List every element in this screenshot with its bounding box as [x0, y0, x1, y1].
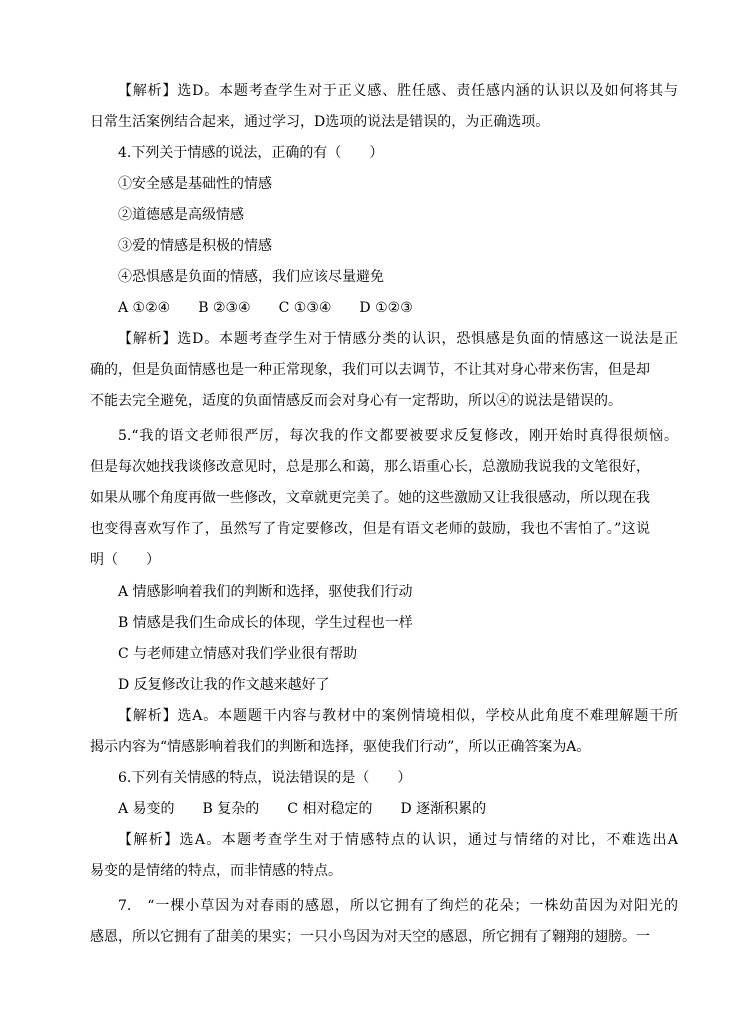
analysis-q4-line-1: 【解析】选D。本题考查学生对于情感分类的认识，恐惧感是负面的情感这一说法是正	[118, 331, 678, 347]
question-5-option-c: C 与老师建立情感对我们学业很有帮助	[118, 646, 358, 662]
question-7-line-1: 7. “一棵小草因为对春雨的感恩，所以它拥有了绚烂的花朵；一株幼苗因为对阳光的	[118, 898, 678, 914]
question-4-statement-3: ③爱的情感是积极的情感	[118, 238, 272, 254]
question-4-statement-2: ②道德感是高级情感	[118, 207, 244, 223]
question-5-line-4: 也变得喜欢写作了，虽然写了肯定要修改，但是有语文老师的鼓励，我也不害怕了。”这说	[90, 521, 650, 537]
analysis-q3-line-2: 日常生活案例结合起来，通过学习，D选项的说法是错误的，为正确选项。	[90, 114, 550, 130]
analysis-q5-line-2: 揭示内容为“情感影响着我们的判断和选择，驱使我们行动”，所以正确答案为A。	[90, 739, 591, 755]
question-5-line-2: 但是每次她找我谈修改意见时，总是那么和蔼，那么语重心长，总激励我说我的文笔很好，	[90, 459, 650, 475]
question-4-statement-1: ①安全感是基础性的情感	[118, 176, 272, 192]
question-6-options: A 易变的 B 复杂的 C 相对稳定的 D 逐渐积累的	[118, 801, 487, 817]
analysis-q6-line-1: 【解析】选A。本题考查学生对于情感特点的认识，通过与情绪的对比，不难选出A	[118, 832, 678, 848]
question-5-option-b: B 情感是我们生命成长的体现，学生过程也一样	[118, 615, 413, 631]
question-4-statement-4: ④恐惧感是负面的情感，我们应该尽量避免	[118, 269, 384, 285]
question-5-option-a: A 情感影响着我们的判断和选择，驱使我们行动	[118, 584, 413, 600]
question-5-line-5: 明（ ）	[90, 552, 160, 568]
analysis-q5-line-1: 【解析】选A。本题题干内容与教材中的案例情境相似，学校从此角度不难理解题干所	[118, 708, 678, 724]
analysis-q6-line-2: 易变的是情绪的特点，而非情感的特点。	[90, 863, 342, 879]
question-5-line-3: 如果从哪个角度再做一些修改，文章就更完美了。她的这些激励又让我很感动，所以现在我	[90, 490, 650, 506]
question-4-options: A ①②④ B ②③④ C ①③④ D ①②③	[118, 300, 413, 316]
question-4-stem: 4.下列关于情感的说法，正确的有（ ）	[118, 145, 384, 161]
analysis-q4-line-3: 不能去完全避免，适度的负面情感反而会对身心有一定帮助，所以④的说法是错误的。	[90, 393, 622, 409]
question-5-line-1: 5.“我的语文老师很严厉，每次我的作文都要被要求反复修改，刚开始时真得很烦恼。	[118, 428, 678, 444]
analysis-q3-line-1: 【解析】选D。本题考查学生对于正义感、胜任感、责任感内涵的认识以及如何将其与	[118, 83, 678, 99]
analysis-q4-line-2: 确的，但是负面情感也是一种正常现象，我们可以去调节，不让其对身心带来伤害，但是却	[90, 362, 650, 378]
question-6-stem: 6.下列有关情感的特点，说法错误的是（ ）	[118, 770, 412, 786]
question-7-line-2: 感恩，所以它拥有了甜美的果实；一只小鸟因为对天空的感恩，所它拥有了翱翔的翅膀。一	[90, 929, 650, 945]
question-5-option-d: D 反复修改让我的作文越来越好了	[118, 677, 330, 693]
